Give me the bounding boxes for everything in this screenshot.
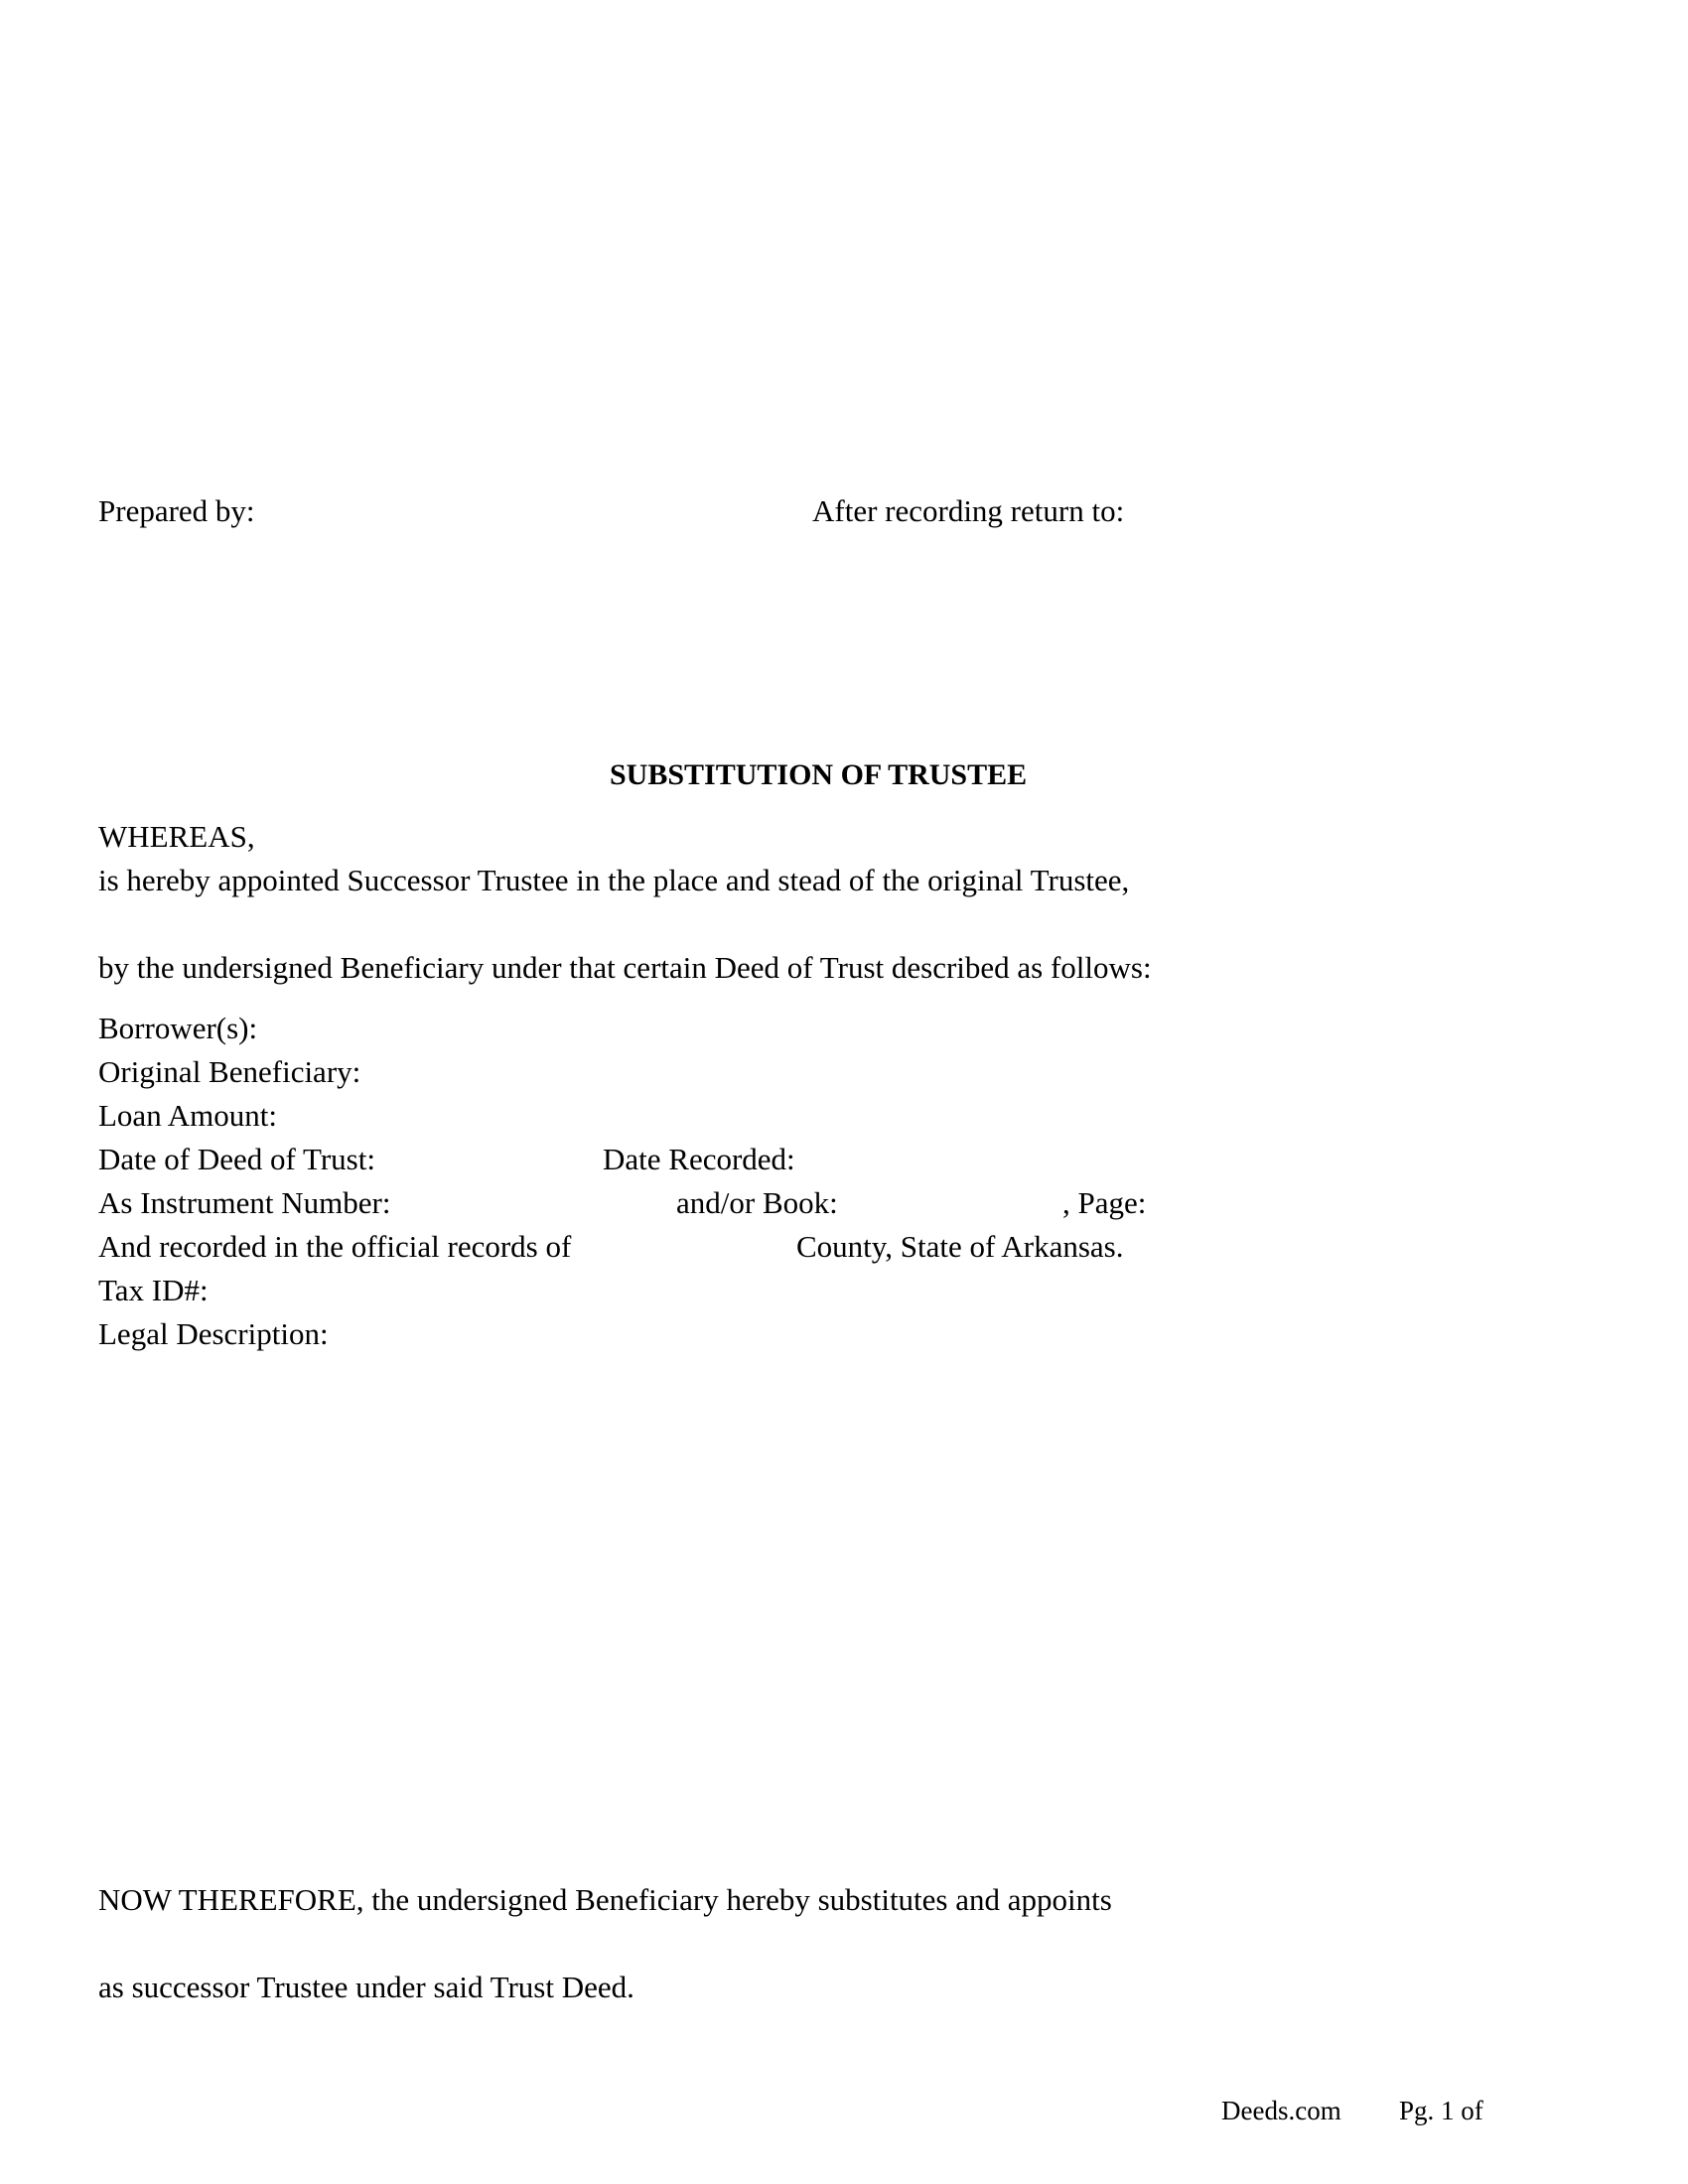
book-label: and/or Book: [676,1185,838,1220]
beneficiary-line: by the undersigned Beneficiary under that certain Deed of Trust described as follows: [98,950,1152,985]
whereas-text: WHEREAS, [98,819,255,854]
footer-site: Deeds.com [1221,2096,1341,2125]
tax-id-label: Tax ID#: [98,1273,209,1307]
county-state-text: County, State of Arkansas. [796,1229,1124,1264]
prepared-by-label: Prepared by: [98,493,255,528]
legal-description-label: Legal Description: [98,1316,329,1351]
borrowers-label: Borrower(s): [98,1011,258,1045]
successor-line: as successor Trustee under said Trust Deed. [98,1970,634,2004]
now-therefore-text: NOW THEREFORE, the undersigned Beneficiary hereby substitutes and appoints [98,1882,1112,1917]
original-beneficiary-label: Original Beneficiary: [98,1054,361,1089]
instrument-number-label: As Instrument Number: [98,1185,391,1220]
recorded-in-label: And recorded in the official records of [98,1229,572,1264]
return-to-label: After recording return to: [812,493,1125,528]
footer-page-number: Pg. 1 of [1399,2096,1483,2125]
appointed-line: is hereby appointed Successor Trustee in the place and stead of the original Trustee, [98,863,1130,897]
page-label: , Page: [1062,1185,1147,1220]
date-of-deed-label: Date of Deed of Trust: [98,1142,375,1176]
document-title: SUBSTITUTION OF TRUSTEE [610,758,1028,791]
loan-amount-label: Loan Amount: [98,1098,277,1133]
date-recorded-label: Date Recorded: [603,1142,795,1176]
